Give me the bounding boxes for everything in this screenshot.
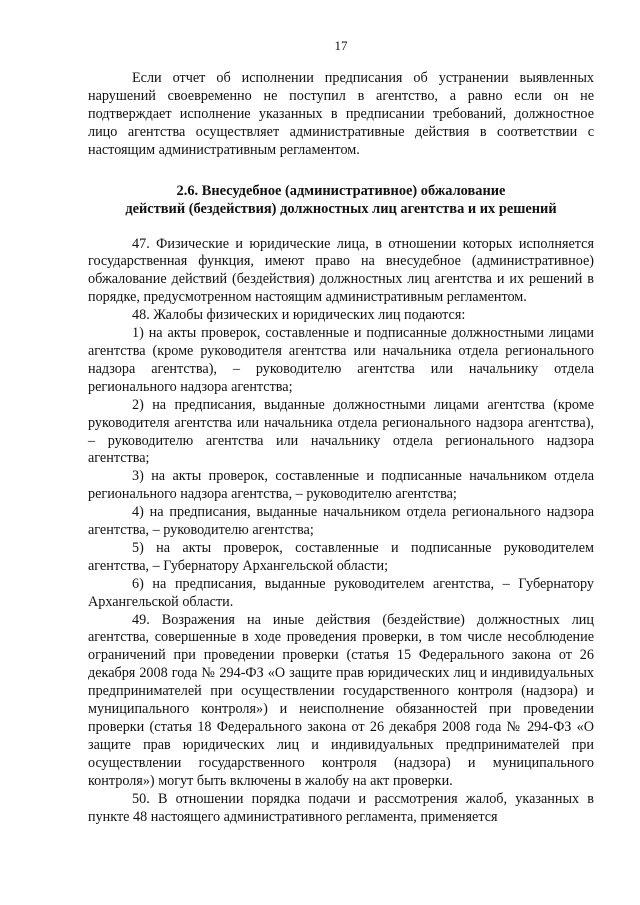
paragraph-50: 50. В отношении порядка подачи и рассмотрения жалоб, указанных в пункте 48 настоящего административного регламента, применяется bbox=[88, 790, 594, 825]
section-heading-line-1: 2.6. Внесудебное (административное) обжалование bbox=[176, 182, 506, 199]
list-item-5: 5) на акты проверок, составленные и подписанные руководителем агентства, – Губернатору Архангельской области; bbox=[88, 539, 594, 574]
list-item-3: 3) на акты проверок, составленные и подписанные начальником отдела регионального надзора агентства, – руководителю агентства; bbox=[88, 468, 594, 503]
section-heading bbox=[88, 182, 594, 218]
section-heading-line-2: действий (бездействия) должностных лиц агентства и их решений bbox=[125, 200, 557, 217]
page-number: 17 bbox=[334, 38, 348, 53]
paragraph-49: 49. Возражения на иные действия (бездействие) должностных лиц агентства, совершенные в ходе проведения проверки, в том числе несоблюдение ограничений при проведении проверки (статья 15 Федерального закона от 26 декабря 2008 года № 294-ФЗ «О защите прав юридических лиц и индивидуальных предпринимателей при осуществлении государственного контроля (надзора) и муниципального контроля») и неисполнение обязанностей при проведении проверки (статья 18 Федерального закона от 26 декабря 2008 года № 294-ФЗ «О защите прав юридических лиц и индивидуальных предпринимателей при осуществлении государственного контроля (надзора) и муниципального контроля») могут быть включены в жалобу на акт проверки. bbox=[88, 611, 594, 789]
paragraph-48: 48. Жалобы физических и юридических лиц подаются: bbox=[132, 307, 466, 324]
list-item-1: 1) на акты проверок, составленные и подписанные должностными лицами агентства (кроме руководителя агентства или начальника отдела регионального надзора агентства), – руководителю агентства или начальнику отдела регионального надзора агентства; bbox=[88, 325, 594, 395]
intro-paragraph: Если отчет об исполнении предписания об устранении выявленных нарушений своевременно не поступил в агентство, а равно если он не подтверждает исполнение указанных в предписании требований, должностное лицо агентства осуществляет административные действия в соответствии с настоящим административным регламентом. bbox=[88, 70, 594, 158]
list-item-2: 2) на предписания, выданные должностными лицами агентства (кроме руководителя агентства или начальника отдела регионального надзора агентства), – руководителю агентства или начальнику отдела регионального надзора агентства; bbox=[88, 396, 594, 467]
list-item-4: 4) на предписания, выданные начальником отдела регионального надзора агентства, – руководителю агентства; bbox=[88, 504, 594, 539]
list-item-6: 6) на предписания, выданные руководителем агентства, – Губернатору Архангельской области. bbox=[88, 575, 594, 610]
paragraph-47: 47. Физические и юридические лица, в отношении которых исполняется государственная функция, имеют право на внесудебное (административное) обжалование действий (бездействия) должностных лиц агентства и их решений в порядке, предусмотренном настоящим административным регламентом. bbox=[88, 235, 594, 306]
